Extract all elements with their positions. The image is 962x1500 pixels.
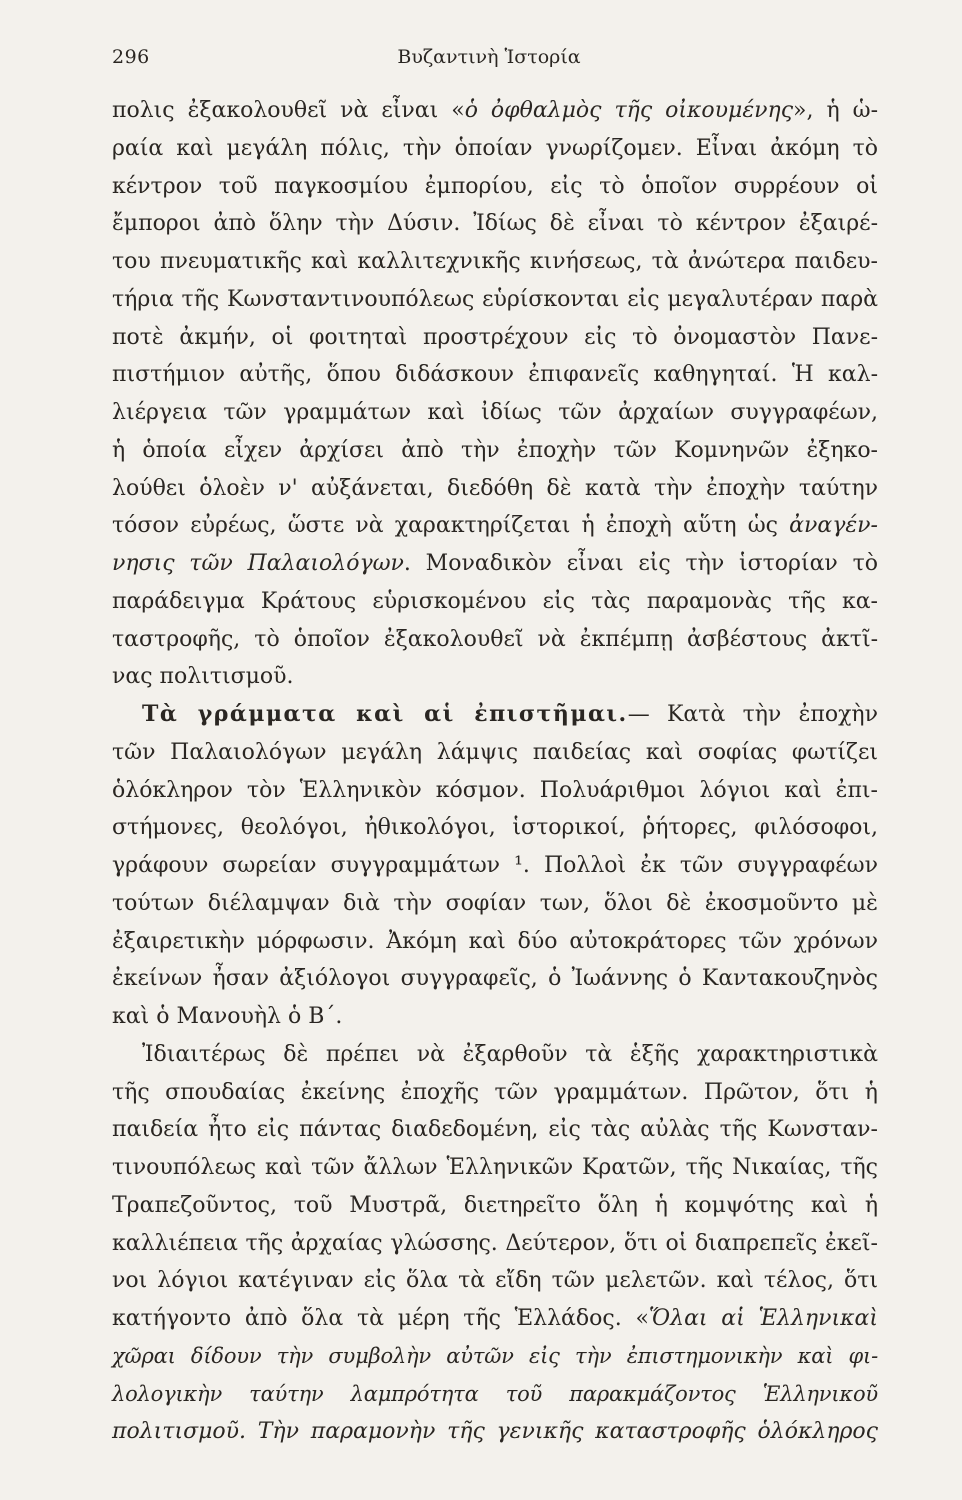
text-line	[112, 281, 878, 319]
text-line	[112, 923, 878, 961]
text-segment: παράδειγμα Κράτους εὑρισκομένου εἰς τὰς παραμονὰς τῆς κα-	[112, 588, 878, 614]
text-segment: τόσον εὐρέως, ὥστε νὰ χαρακτηρίζεται ἡ ἐποχὴ αὕτη ὡς	[112, 513, 790, 539]
text-line	[112, 1338, 878, 1376]
text-segment: καλλιέπεια τῆς ἀρχαίας γλώσσης. Δεύτερον, ὅτι οἱ διαπρεπεῖς ἐκεῖ-	[112, 1230, 878, 1256]
text-line	[112, 847, 878, 885]
text-segment: τούτων διέλαμψαν διὰ τὴν σοφίαν των, ὅλοι δὲ ἐκοσμοῦντο μὲ	[112, 890, 878, 916]
text-line	[112, 1225, 878, 1263]
text-segment: καὶ ὁ Μανουὴλ ὁ Β΄.	[112, 1004, 343, 1029]
text-segment: λιέργεια τῶν γραμμάτων καὶ ἰδίως τῶν ἀρχαίων συγγραφέων,	[112, 400, 878, 425]
section-heading: Τὰ γράμματα καὶ αἱ ἐπιστῆμαι.	[142, 701, 628, 727]
text-segment: ὁλόκληρον τὸν Ἑλληνικὸν κόσμον. Πολυάριθμοι λόγιοι καὶ ἐπι-	[112, 777, 878, 803]
text-segment: τήρια τῆς Κωνσταντινουπόλεως εὑρίσκονται εἰς μεγαλυτέραν παρὰ	[112, 286, 878, 312]
text-line	[112, 394, 878, 432]
text-line	[112, 885, 878, 923]
text-line	[112, 470, 878, 508]
text-segment: παιδεία ἦτο εἰς πάντας διαδεδομένη, εἰς τὰς αὐλὰς τῆς Κωνσταν-	[112, 1117, 878, 1143]
text-segment: Ἰδιαιτέρως δὲ πρέπει νὰ ἐξαρθοῦν τὰ ἑξῆς χαρακτηριστικὰ	[142, 1041, 878, 1067]
italic-text: νησις τῶν Παλαιολόγων	[112, 551, 404, 576]
text-segment: του πνευματικῆς καὶ καλλιτεχνικῆς κινήσεως, τὰ ἀνώτερα παιδευ-	[112, 249, 878, 274]
text-segment: γράφουν σωρείαν συγγραμμάτων ¹. Πολλοὶ ἐκ τῶν συγγραφέων	[112, 853, 878, 878]
text-segment: ἐκείνων ἦσαν ἀξιόλογοι συγγραφεῖς, ὁ Ἰωάννης ὁ Καντακουζηνὸς	[112, 966, 878, 992]
text-line	[112, 243, 878, 281]
text-segment: νοι λόγιοι κατέγιναν εἰς ὅλα τὰ εἴδη τῶν μελετῶν. καὶ τέλος, ὅτι	[112, 1268, 878, 1294]
text-line	[112, 1376, 878, 1414]
text-line	[112, 998, 878, 1036]
text-line	[112, 734, 878, 772]
text-segment: νας πολιτισμοῦ.	[112, 664, 294, 690]
text-line	[112, 583, 878, 621]
running-title: Βυζαντινὴ Ἱστορία	[397, 46, 581, 68]
text-segment: κέντρον τοῦ παγκοσμίου ἐμπορίου, εἰς τὸ ὁποῖον συρρέουν οἱ	[112, 173, 878, 199]
text-segment: . Μοναδικὸν εἶναι εἰς τὴν ἱστορίαν τὸ	[403, 551, 878, 576]
page-number: 296	[112, 46, 150, 68]
text-segment: τῆς σπουδαίας ἐκείνης ἐποχῆς τῶν γραμμάτων. Πρῶτον, ὅτι ἡ	[112, 1079, 878, 1105]
text-segment: — Κατὰ τὴν ἐποχὴν	[627, 702, 878, 727]
text-line	[112, 809, 878, 847]
text-line	[112, 1187, 878, 1225]
text-line	[112, 356, 878, 394]
text-line	[112, 1036, 878, 1074]
text-segment: λούθει ὁλοὲν ν' αὐξάνεται, διεδόθη δὲ κατὰ τὴν ἐποχὴν ταύτην	[112, 475, 878, 501]
italic-text: χῶραι δίδουν τὴν συμβολὴν αὐτῶν εἰς τὴν ἐπιστημονικὴν καὶ φι-	[112, 1343, 878, 1368]
italic-text: πολιτισμοῦ. Τὴν παραμονὴν τῆς γενικῆς καταστροφῆς ὁλόκληρος	[112, 1419, 878, 1445]
text-segment: κατήγοντο ἀπὸ ὅλα τὰ μέρη τῆς Ἑλλάδος. «	[112, 1306, 649, 1331]
text-line	[112, 130, 878, 168]
text-line	[112, 432, 878, 470]
text-line	[112, 658, 878, 696]
text-segment: ραία καὶ μεγάλη πόλις, τὴν ὁποίαν γνωρίζομεν. Εἶναι ἀκόμη τὸ	[112, 135, 878, 161]
text-line	[112, 92, 878, 130]
text-line	[112, 1300, 878, 1338]
italic-text: λολογικὴν ταύτην λαμπρότητα τοῦ παρακμάζοντος Ἑλληνικοῦ	[112, 1381, 878, 1406]
text-line	[112, 696, 878, 734]
text-line	[112, 1074, 878, 1112]
text-line	[112, 1149, 878, 1187]
text-segment: Τραπεζοῦντος, τοῦ Μυστρᾶ, διετηρεῖτο ὅλη ἡ κομψότης καὶ ἡ	[112, 1192, 878, 1218]
text-line	[112, 960, 878, 998]
text-segment: ἐξαιρετικὴν μόρφωσιν. Ἀκόμη καὶ δύο αὐτοκράτορες τῶν χρόνων	[112, 928, 878, 954]
text-line	[112, 545, 878, 583]
text-line	[112, 205, 878, 243]
text-segment: στήμονες, θεολόγοι, ἠθικολόγοι, ἱστορικοί, ῥήτορες, φιλόσοφοι,	[112, 815, 878, 841]
text-line	[112, 319, 878, 357]
text-segment: ταστροφῆς, τὸ ὁποῖον ἐξακολουθεῖ νὰ ἐκπέμπῃ ἀσβέστους ἀκτῖ-	[112, 626, 878, 652]
text-line	[112, 621, 878, 659]
text-segment: τῶν Παλαιολόγων μεγάλη λάμψις παιδείας καὶ σοφίας φωτίζει	[112, 739, 878, 765]
text-line	[112, 772, 878, 810]
italic-text: ἀναγέν-	[789, 513, 878, 539]
text-segment: ποτὲ ἀκμήν, οἱ φοιτηταὶ προστρέχουν εἰς τὸ ὀνομαστὸν Πανε-	[112, 324, 878, 350]
italic-text: ὁ ὀφθαλμὸς τῆς οἰκουμένης	[464, 98, 794, 123]
text-segment: τινουπόλεως καὶ τῶν ἄλλων Ἑλληνικῶν Κρατῶν, τῆς Νικαίας, τῆς	[112, 1155, 878, 1180]
italic-text: Ὅλαι αἱ Ἑλληνικαὶ	[648, 1306, 878, 1331]
body-text	[112, 92, 878, 1451]
text-line	[112, 1111, 878, 1149]
text-line	[112, 1262, 878, 1300]
text-segment: πολις ἐξακολουθεῖ νὰ εἶναι «	[112, 98, 465, 123]
text-segment: », ἡ ὡ-	[793, 98, 879, 123]
text-segment: πιστήμιον αὐτῆς, ὅπου διδάσκουν ἐπιφανεῖς καθηγηταί. Ἡ καλ-	[112, 362, 878, 388]
text-line	[112, 507, 878, 545]
page-header	[112, 46, 866, 76]
text-segment: ἡ ὁποία εἶχεν ἀρχίσει ἀπὸ τὴν ἐποχὴν τῶν Κομνηνῶν ἐξηκο-	[112, 437, 878, 463]
text-line	[112, 1413, 878, 1451]
text-line	[112, 168, 878, 206]
text-segment: ἔμποροι ἀπὸ ὅλην τὴν Δύσιν. Ἰδίως δὲ εἶναι τὸ κέντρον ἐξαιρέ-	[112, 211, 878, 237]
